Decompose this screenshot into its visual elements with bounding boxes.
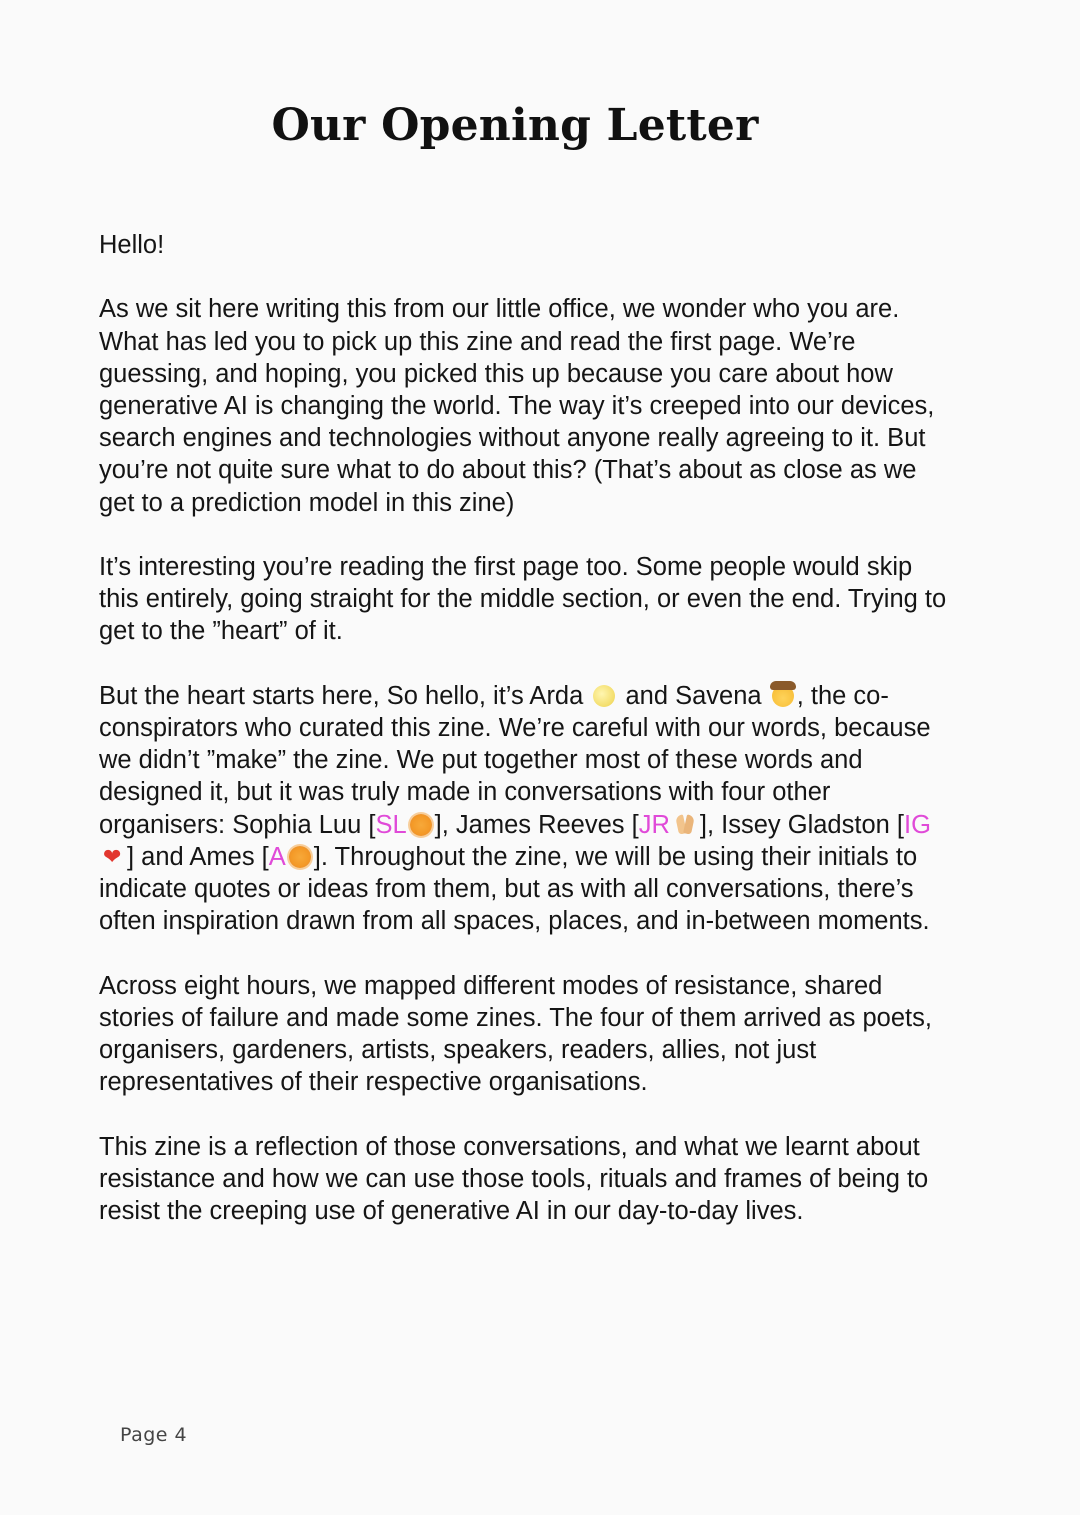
paragraph-reflection: This zine is a reflection of those conversations, and what we learnt about resistance and how we can use those tools, rituals and frames of being to resist the creeping use of generative AI in our day-to-day lives. — [99, 1132, 929, 1226]
praying-hands-icon — [673, 814, 697, 836]
greeting: Hello! — [99, 231, 165, 259]
initials-tag-a: A — [268, 842, 286, 871]
letter-body — [99, 229, 949, 1259]
initials-tag-sl: SL — [375, 810, 407, 839]
initials-tag-jr: JR — [638, 810, 670, 839]
paragraph-heart-text-3: , the co-conspirators who curated this zine. We’re careful with our words, because we didn’t ”make” the zine. We put together most of these words and designed it, but it was truly made in conversations with four other organisers: Sophia Luu [ — [99, 681, 931, 839]
paragraph-intro: As we sit here writing this from our little office, we wonder who you are. What has led you to pick up this zine and read the first page. We’re guessing, and hoping, you picked this up because you care about how generative AI is changing the world. The way it’s creeped into our devices, search engines and technologies without anyone really agreeing to it. But you’re not quite sure what to do about this? (That’s about as close as we get to a prediction model in this zine) — [99, 295, 935, 517]
cowboy-face-icon — [772, 685, 794, 707]
paragraph-heart — [99, 680, 949, 938]
paragraph-heart-text-1: But the heart starts here, So hello, it’s Arda — [99, 681, 591, 710]
paragraph-first-page: It’s interesting you’re reading the first page too. Some people would skip this entirely, going straight for the middle section, or even the end. Trying to get to the ”heart” of it. — [99, 553, 947, 646]
paragraph-heart-text-2: and Savena — [618, 681, 769, 710]
heart-icon — [102, 846, 124, 868]
sun-icon — [410, 814, 432, 836]
page-title: Our Opening Letter — [271, 100, 759, 151]
paragraph-heart-text-4: ], James Reeves [ — [434, 810, 639, 839]
paragraph-resistance: Across eight hours, we mapped different modes of resistance, shared stories of failure and made some zines. The four of them arrived as poets, organisers, gardeners, artists, speakers, readers, allies, not just representatives of their respective organisations. — [99, 971, 932, 1097]
paragraph-heart-text-5: ], Issey Gladston [ — [699, 810, 904, 839]
paragraph-heart-text-7: ]. Throughout the zine, we will be using their initials to indicate quotes or ideas from them, but as with all conversations, there’s often inspiration drawn from all spaces, places, and in-between moments. — [99, 842, 930, 936]
moon-face-icon — [593, 685, 615, 707]
initials-tag-ig: IG — [903, 810, 931, 839]
page-number: Page 4 — [120, 1424, 188, 1446]
sun-icon — [289, 846, 311, 868]
paragraph-heart-text-6: ] and Ames [ — [127, 842, 269, 871]
